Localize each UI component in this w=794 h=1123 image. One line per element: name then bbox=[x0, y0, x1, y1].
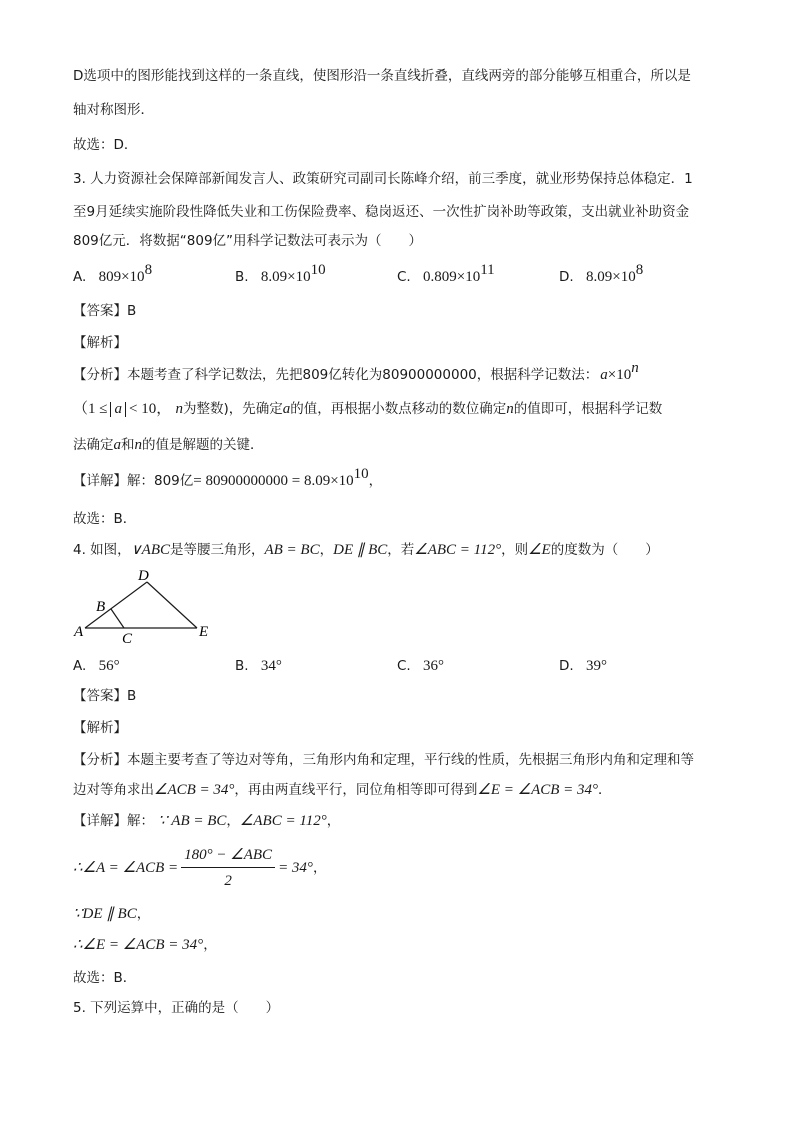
q4-fraction: $\frac{\text{180° − ∠ABC}}{2}$ bbox=[181, 845, 275, 891]
label-D: D bbox=[138, 568, 149, 584]
q2-explanation-line2: 轴对称图形． bbox=[73, 102, 154, 118]
q4-stem: 4. 如图，∨ABC是等腰三角形，AB = BC，DE ∥ BC，若∠ABC = 112°，则∠E的度数为（ ） bbox=[73, 542, 659, 558]
q3-fenxi-line2: （1 ≤ a < 10， n为整数)，先确定a的值，再根据小数点移动的数位确定n的值即可，根据科学记数 bbox=[73, 401, 663, 417]
q3-option-d: D. $8.09\times 10^8$ bbox=[559, 262, 644, 285]
q3-detail: 【详解】解：809亿= $80900000000 = 8.09\times 10^{10}$， bbox=[73, 466, 383, 489]
q3-fenxi-line1: 【分析】本题考查了科学记数法，先把809亿转化为80900000000，根据科学记数法： $a\times 10^n$ bbox=[73, 360, 639, 383]
q4-option-c: C. 36° bbox=[397, 658, 445, 674]
q4-step2: ∵DE ∥ BC， bbox=[73, 906, 151, 922]
q4-analysis-tag: 【解析】 bbox=[73, 720, 127, 736]
q4-answer: 【答案】B bbox=[73, 688, 137, 704]
q3-choose: 故选：B． bbox=[73, 511, 137, 527]
q4-choose: 故选：B． bbox=[73, 970, 137, 986]
q4-step3: ∴∠E = ∠ACB = 34°， bbox=[73, 937, 217, 953]
q3-analysis-tag: 【解析】 bbox=[73, 335, 127, 351]
segment-DE bbox=[147, 582, 197, 628]
segment-AD bbox=[85, 582, 147, 628]
q2-choose: 故选：D． bbox=[73, 137, 138, 153]
q3-option-c: C. $0.809\times 10^{11}$ bbox=[397, 262, 495, 285]
label-A: A bbox=[74, 624, 84, 640]
q4-detail: 【详解】解： ∵ AB = BC，∠ABC = 112°， bbox=[73, 813, 341, 829]
q3-stem-line1: 3. 人力资源社会保障部新闻发言人、政策研究司副司长陈峰介绍，前三季度，就业形势保持总体稳定．1 bbox=[73, 171, 693, 187]
q3-option-b: B. $8.09\times 10^{10}$ bbox=[235, 262, 326, 285]
label-C: C bbox=[122, 631, 133, 647]
q3-stem-line2: 至9月延续实施阶段性降低失业和工伤保险费率、稳岗返还、一次性扩岗补助等政策，支出就业补助资金 bbox=[73, 204, 690, 220]
q3-fenxi-line3: 法确定a和n的值是解题的关键． bbox=[73, 437, 264, 453]
q4-option-d: D. 39° bbox=[559, 658, 607, 674]
q3-option-a: A. $809\times 10^8$ bbox=[73, 262, 153, 285]
label-B: B bbox=[96, 599, 106, 615]
q4-option-b: B. 34° bbox=[235, 658, 282, 674]
segment-BC bbox=[111, 609, 124, 628]
q4-triangle-figure bbox=[70, 566, 220, 648]
q4-fenxi-line1: 【分析】本题主要考查了等边对等角，三角形内角和定理，平行线的性质，先根据三角形内角和定理和等 bbox=[73, 752, 694, 768]
q2-explanation-line1: D选项中的图形能找到这样的一条直线，使图形沿一条直线折叠，直线两旁的部分能够互相重合，所以是 bbox=[73, 68, 691, 84]
label-E: E bbox=[199, 624, 209, 640]
q5-stem: 5. 下列运算中，正确的是（ ） bbox=[73, 1000, 280, 1016]
q4-fenxi-line2: 边对等角求出∠ACB = 34°，再由两直线平行，同位角相等即可得到∠E = ∠ACB = 34°． bbox=[73, 782, 612, 798]
q3-stem-line3: 809亿元．将数据“809亿”用科学记数法可表示为（ ） bbox=[73, 233, 423, 249]
q4-option-a: A. 56° bbox=[73, 658, 120, 674]
q4-step1: ∴∠A = ∠ACB = $\frac{\text{180° − ∠ABC}}{2}$ = 34°， bbox=[73, 847, 327, 889]
q3-answer: 【答案】B bbox=[73, 303, 137, 319]
